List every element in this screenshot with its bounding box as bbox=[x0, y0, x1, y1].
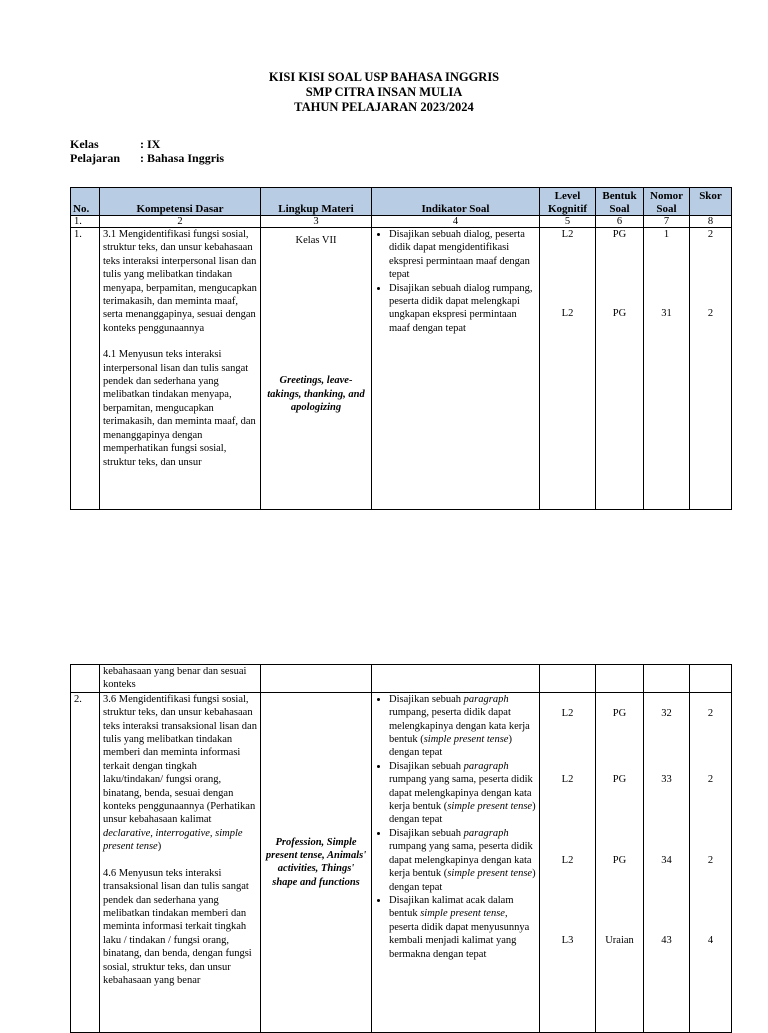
table-row-1 bbox=[71, 228, 732, 510]
meta-kelas bbox=[70, 138, 160, 151]
ind1-c: rumpang, peserta didik dapat melengkapinya dengan kata kerja bentuk ( bbox=[389, 707, 530, 746]
ind4-b: simple present tense bbox=[420, 908, 505, 920]
ind1-e: ) dengan tepat bbox=[389, 734, 512, 759]
row2-skor-a: 2 bbox=[707, 707, 714, 719]
row2-kd-4-6: 4.6 Menyusun teks interaksi transaksional lisan dan tulis sangat pendek dan sederhana yang melibatkan tindakan memberi dan meminta informasi terkait tingkah laku / tindakan / fungsi orang, binatang, dan benda, dengan fungsi sosial, struktur teks, dan unsur kebahasaan yang benar bbox=[103, 867, 252, 986]
row2-level-c: L2 bbox=[561, 854, 574, 866]
row2-no: 2. bbox=[71, 692, 100, 1032]
colnum-6: 6 bbox=[596, 216, 644, 228]
meta-pelajaran bbox=[70, 152, 224, 165]
header-level-2: Kognitif bbox=[547, 202, 588, 215]
ind2-d: simple present tense bbox=[447, 801, 533, 813]
row2-skor-d: 4 bbox=[707, 935, 714, 947]
ind3-e: ) dengan tepat bbox=[389, 868, 536, 893]
row2-lingkup bbox=[261, 692, 372, 1032]
row2-level-a: L2 bbox=[561, 707, 574, 719]
header-bentuk bbox=[596, 188, 644, 216]
row1c-kompetensi: kebahasaan yang benar dan sesuai konteks bbox=[100, 665, 261, 693]
row1-kompetensi bbox=[100, 228, 261, 510]
row1-lingkup bbox=[261, 228, 372, 510]
header-level-1: Level bbox=[554, 190, 581, 202]
row2-kd-3-6 bbox=[103, 693, 257, 854]
row1-nomor-a: 1 bbox=[663, 229, 670, 240]
header-bentuk-2: Soal bbox=[609, 202, 630, 215]
table-row-2 bbox=[71, 692, 732, 1032]
header-kompetensi: Kompetensi Dasar bbox=[100, 188, 261, 216]
row2-skor-c: 2 bbox=[707, 854, 714, 866]
row2-bentuk-c: PG bbox=[612, 854, 627, 866]
row2-nomor-c: 34 bbox=[661, 854, 672, 866]
ind4-a: Disajikan kalimat acak dalam bentuk bbox=[389, 894, 514, 920]
row2-bentuk-a: PG bbox=[612, 707, 627, 719]
pelajaran-value: : Bahasa Inggris bbox=[140, 151, 225, 165]
ind3-b: paragraph bbox=[463, 827, 509, 839]
ind2-b: paragraph bbox=[463, 760, 509, 772]
header-bentuk-1: Bentuk bbox=[602, 190, 637, 202]
row2-kd-3-6-italic: declarative, interrogative, simple present tense bbox=[103, 827, 243, 853]
document-title-line3: TAHUN PELAJARAN 2023/2024 bbox=[294, 100, 474, 114]
row2-indikator bbox=[372, 692, 540, 1032]
ind1-d: simple present tense bbox=[423, 734, 509, 746]
row1c-level bbox=[540, 665, 596, 693]
row2-indikator-2 bbox=[389, 760, 536, 827]
row1-nomor-b: 31 bbox=[661, 308, 672, 320]
kisi-table-page1 bbox=[70, 187, 732, 510]
row2-nomor-a: 32 bbox=[661, 707, 672, 719]
ind3-a: Disajikan sebuah bbox=[389, 827, 464, 839]
row1-level-a: L2 bbox=[561, 229, 574, 240]
row2-nomor bbox=[644, 692, 690, 1032]
header-nomor-1: Nomor bbox=[650, 190, 683, 202]
colnum-5: 5 bbox=[540, 216, 596, 228]
header-row bbox=[71, 188, 732, 216]
colnum-3: 3 bbox=[261, 216, 372, 228]
ind2-a: Disajikan sebuah bbox=[389, 760, 464, 772]
row2-indikator-1 bbox=[389, 693, 536, 760]
ind4-c: , peserta didik dapat menyusunnya kembali menjadi kalimat yang bermakna dengan tepat bbox=[389, 908, 530, 960]
row2-bentuk-d: Uraian bbox=[605, 935, 634, 947]
row2-level bbox=[540, 692, 596, 1032]
row1c-indikator bbox=[372, 665, 540, 693]
row1-skor bbox=[690, 228, 732, 510]
row1-level bbox=[540, 228, 596, 510]
kelas-label: Kelas bbox=[70, 137, 99, 151]
row1-indikator-2: • Disajikan sebuah dialog rumpang, peserta didik dapat melengkapi ungkapan ekspresi permintaan maaf dengan tepat bbox=[389, 282, 536, 336]
pelajaran-label: Pelajaran bbox=[70, 151, 120, 165]
ind3-d: simple present tense bbox=[447, 868, 533, 880]
document-title-line2: SMP CITRA INSAN MULIA bbox=[305, 85, 463, 99]
row1-kd-3-1: 3.1 Mengidentifikasi fungsi sosial, struktur teks, dan unsur kebahasaan teks interaksi interpersonal lisan dan tulis yang melibatkan tindakan menyapa, berpamitan, mengucapkan terimakasih, dan meminta maaf, serta menanggapinya, sesuai dengan konteks penggunaannya bbox=[103, 229, 257, 334]
kelas-value: : IX bbox=[140, 137, 161, 151]
row1-bentuk-a: PG bbox=[612, 229, 627, 240]
header-no: No. bbox=[71, 188, 100, 216]
row1-bentuk bbox=[596, 228, 644, 510]
row1c-skor bbox=[690, 665, 732, 693]
column-number-row bbox=[71, 216, 732, 228]
row1c-no bbox=[71, 665, 100, 693]
row2-nomor-b: 33 bbox=[661, 774, 672, 786]
row2-skor-b: 2 bbox=[707, 774, 714, 786]
row2-level-d: L3 bbox=[561, 935, 574, 947]
row1-indikator bbox=[372, 228, 540, 510]
row1-kelas: Kelas VII bbox=[295, 235, 337, 246]
row2-materi: Profession, Simple present tense, Animals' activities, Things' shape and functions bbox=[265, 836, 367, 888]
row2-kd-3-6-close: ) bbox=[157, 841, 162, 853]
row1-materi: Greetings, leave-takings, thanking, and apologizing bbox=[267, 375, 365, 414]
header-skor: Skor bbox=[690, 188, 732, 216]
row1c-nomor bbox=[644, 665, 690, 693]
colnum-8: 8 bbox=[690, 216, 732, 228]
row1-kd-4-1: 4.1 Menyusun teks interaksi interpersonal lisan dan tulis sangat pendek dan sederhana yang melibatkan tindakan menyapa, berpamitan, mengucapkan terimakasih, dan meminta maaf, dan menanggapinya dengan memperhatikan fungsi sosial, struktur teks, dan unsur bbox=[103, 349, 256, 468]
row1-skor-a: 2 bbox=[707, 229, 714, 240]
row1-nomor bbox=[644, 228, 690, 510]
header-nomor bbox=[644, 188, 690, 216]
header-indikator: Indikator Soal bbox=[372, 188, 540, 216]
row1c-lingkup bbox=[261, 665, 372, 693]
colnum-1: 1. bbox=[71, 216, 100, 228]
header-lingkup: Lingkup Materi bbox=[261, 188, 372, 216]
row2-bentuk-b: PG bbox=[612, 774, 627, 786]
ind3-c: rumpang yang sama, peserta didik dapat melengkapinya dengan kata kerja bentuk ( bbox=[389, 841, 533, 880]
colnum-2: 2 bbox=[100, 216, 261, 228]
row2-level-b: L2 bbox=[561, 774, 574, 786]
row1c-bentuk bbox=[596, 665, 644, 693]
row2-skor bbox=[690, 692, 732, 1032]
row1-indikator-1: • Disajikan sebuah dialog, peserta didik dapat mengidentifikasi ekspresi permintaan maaf dengan tepat bbox=[389, 228, 536, 282]
colnum-7: 7 bbox=[644, 216, 690, 228]
row2-indikator-4 bbox=[389, 894, 536, 961]
row2-indikator-3 bbox=[389, 827, 536, 894]
row2-kompetensi bbox=[100, 692, 261, 1032]
table-row-1-continued bbox=[71, 665, 732, 693]
row2-bentuk bbox=[596, 692, 644, 1032]
row1-no: 1. bbox=[71, 228, 100, 510]
kisi-table-page2 bbox=[70, 664, 732, 1033]
row1-bentuk-b: PG bbox=[612, 308, 627, 320]
colnum-4: 4 bbox=[372, 216, 540, 228]
ind2-e: ) dengan tepat bbox=[389, 801, 536, 826]
ind1-a: Disajikan sebuah bbox=[389, 693, 464, 705]
row2-nomor-d: 43 bbox=[661, 935, 672, 947]
header-nomor-2: Soal bbox=[656, 202, 677, 215]
row1-level-b: L2 bbox=[561, 308, 574, 320]
row2-kd-3-6-text: 3.6 Mengidentifikasi fungsi sosial, struktur teks, dan unsur kebahasaan teks interaksi transaksional lisan dan tulis yang melibatkan tindakan memberi dan meminta informasi terkait dengan tingkah laku/tindakan/ fungsi orang, binatang, benda, sesuai dengan konteks penggunaannya (Perhatikan unsur kebahasaan kalimat bbox=[103, 693, 257, 826]
document-title-line1: KISI KISI SOAL USP BAHASA INGGRIS bbox=[268, 70, 500, 84]
row1-skor-b: 2 bbox=[707, 308, 714, 320]
ind1-b: paragraph bbox=[463, 693, 509, 705]
header-level bbox=[540, 188, 596, 216]
ind2-c: rumpang yang sama, peserta didik dapat melengkapinya dengan kata kerja bentuk ( bbox=[389, 774, 533, 813]
